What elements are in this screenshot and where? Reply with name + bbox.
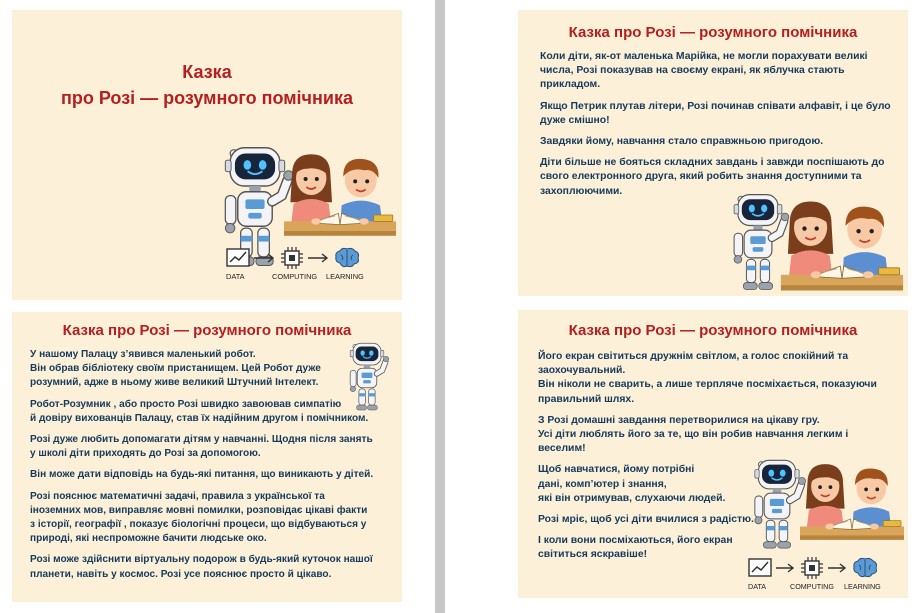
- robot-icon: [746, 456, 808, 556]
- paragraph: [538, 350, 900, 407]
- text-line: розумний, адже в ньому живе великий Штучний Інтелект.: [30, 377, 319, 389]
- slide-1[interactable]: [12, 10, 402, 300]
- flow-label-data: DATA: [748, 582, 767, 591]
- text-line: Він може дати відповідь на будь-які питання, що виникають у дітей.: [30, 469, 374, 481]
- slide-title-line1: Казка: [182, 62, 232, 82]
- paragraph: [538, 414, 900, 457]
- robot-icon: [340, 340, 394, 416]
- page-divider: [435, 0, 445, 613]
- text-line: правильний шлях.: [538, 393, 635, 405]
- text-line: І коли вони посміхаються, його екран: [538, 535, 733, 547]
- text-line: іноземних мов, виправляє мовні помилки, розповідає цікаві факти: [30, 504, 368, 516]
- text-line: Діти більше не бояться складних завдань і завжди поспішають до: [540, 157, 885, 169]
- text-line: й довіру вихованців Палацу, став їх надійним другом і помічником.: [30, 412, 369, 424]
- ai-flow-diagram: [746, 556, 898, 592]
- flow-label-learning: LEARNING: [844, 582, 881, 591]
- paragraph: [540, 50, 900, 93]
- text-line: з історії, географії , показує біологічні процеси, що відбуваються у: [30, 519, 367, 531]
- text-line: у школі діти приходять до Розі за допомогою.: [30, 448, 261, 460]
- text-line: свого електронного друга, який робить знання доступними та: [540, 171, 862, 183]
- text-line: числа, Розі показував на своєму екрані, як яблучка стають: [540, 65, 845, 77]
- paragraph: [540, 100, 900, 128]
- flow-icons: [224, 246, 384, 270]
- text-line: Усі діти люблять його за те, що він робив навчання легким і: [538, 429, 849, 441]
- text-line: заохочувальний.: [538, 365, 626, 377]
- text-line: природі, які неспроможне бачити людське око.: [30, 533, 267, 545]
- text-line: Робот-Розумник , або просто Розі швидко завоював симпатію: [30, 398, 342, 410]
- text-line: Його екран світиться дружнім світлом, а голос спокійний та: [538, 351, 849, 362]
- flow-label-computing: COMPUTING: [790, 582, 834, 591]
- text-line: Він обрав бібліотеку своїм пристанищем. Цей Робот дуже: [30, 363, 321, 375]
- text-line: З Розі домашні завдання перетворилися на цікаву гру.: [538, 414, 820, 426]
- text-line: Розі мріє, щоб усі діти вчилися з радістю.: [538, 514, 754, 526]
- slide-2[interactable]: [518, 10, 908, 296]
- text-line: світиться яскравіше!: [538, 549, 648, 561]
- kids-reading-icon: [800, 460, 904, 544]
- slide-4[interactable]: [518, 310, 908, 598]
- slide-title: Казка про Розі — розумного помічника: [568, 322, 858, 339]
- paragraph: [30, 468, 400, 482]
- text-line: дані, комп’ютер і знання,: [538, 478, 667, 490]
- text-line: Коли діти, як-от маленька Марійка, не могли порахувати великі: [540, 51, 868, 62]
- slide-title: Казка про Розі — розумного помічника: [568, 24, 858, 41]
- text-line: прикладом.: [540, 79, 601, 91]
- flow-label-computing: COMPUTING: [272, 272, 318, 281]
- slide-title: Казка про Розі — розумного помічника: [62, 322, 352, 339]
- slide-3[interactable]: [12, 312, 402, 602]
- paragraph: [30, 490, 400, 547]
- text-line: які він отримував, слухаючи людей.: [538, 492, 726, 504]
- text-line: Розі дуже любить допомагати дітям у навчанні. Щодня після занять: [30, 434, 373, 446]
- text-line: Розі може здійснити віртуальну подорож в будь-який куточок нашої: [30, 554, 373, 566]
- ai-flow-diagram: [224, 246, 384, 282]
- text-line: захоплюючими.: [540, 185, 623, 197]
- text-line: У нашому Палацу з’явився маленький робот.: [30, 349, 256, 360]
- flow-icons: [746, 556, 898, 580]
- text-line: Якщо Петрик плутав літери, Розі починав співати алфавіт, і це було: [540, 100, 891, 112]
- text-line: Щоб навчатися, йому потрібні: [538, 464, 695, 476]
- text-line: Розі пояснює математичні задачі, правила з української та: [30, 490, 325, 502]
- paragraph: [30, 433, 400, 461]
- slide-body: [540, 50, 900, 206]
- paragraph: [540, 156, 900, 199]
- text-line: дуже смішно!: [540, 114, 610, 126]
- slide-title-line2: про Розі — розумного помічника: [61, 88, 353, 108]
- paragraph: [540, 135, 900, 149]
- flow-label-learning: LEARNING: [326, 272, 364, 281]
- text-line: Він ніколи не сварить, а лише терпляче посміхається, показуючи: [538, 379, 877, 391]
- text-line: планети, навіть у космос. Розі усе пояснює просто й цікаво.: [30, 568, 332, 580]
- text-line: Завдяки йому, навчання стало справжньою пригодою.: [540, 136, 824, 148]
- kids-reading-icon: [284, 150, 396, 240]
- text-line: веселим!: [538, 443, 586, 455]
- paragraph: [30, 553, 400, 581]
- flow-label-data: DATA: [226, 272, 245, 281]
- kids-reading-icon: [780, 198, 904, 294]
